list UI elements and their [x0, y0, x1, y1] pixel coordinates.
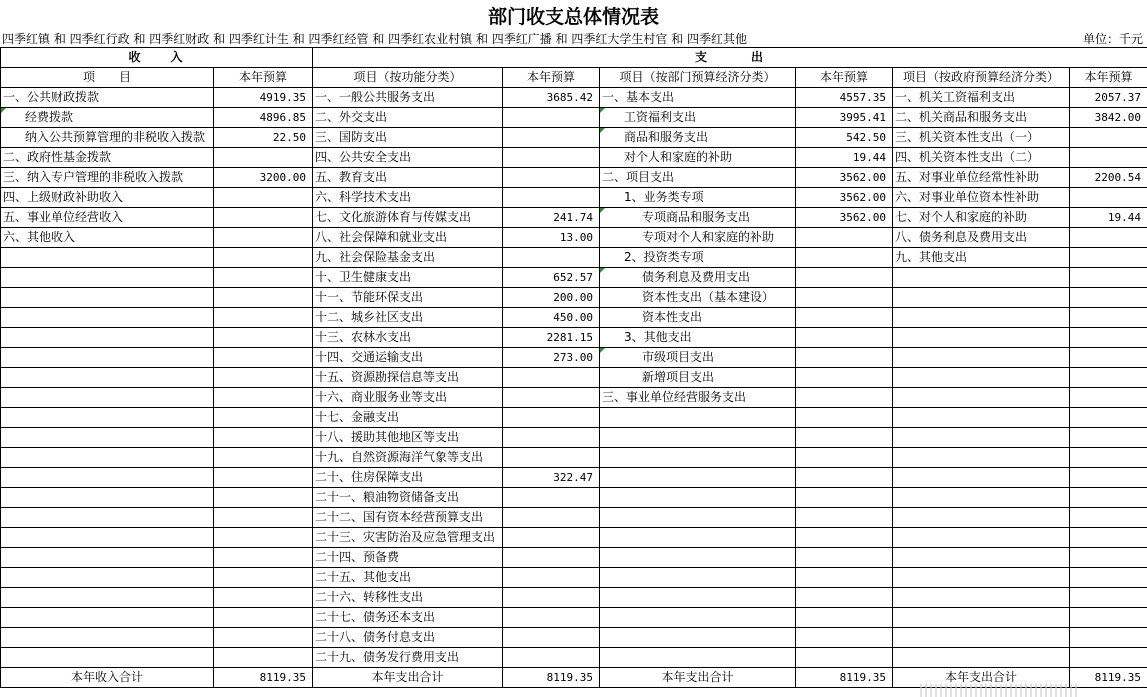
table-row — [1, 488, 1147, 508]
income-amount — [214, 488, 313, 508]
table-row — [1, 108, 1147, 128]
income-item — [1, 448, 214, 468]
income-amount — [214, 348, 313, 368]
gov-econ-item — [893, 588, 1070, 608]
income-item: 一、公共财政拨款 — [1, 88, 214, 108]
income-amount: 22.50 — [214, 128, 313, 148]
dept-econ-amount: 3995.41 — [796, 108, 893, 128]
function-amount: 3685.42 — [503, 88, 600, 108]
gov-econ-item: 八、债务利息及费用支出 — [893, 228, 1070, 248]
column-header-row — [1, 68, 1147, 88]
budget-table — [0, 47, 1147, 688]
table-row — [1, 168, 1147, 188]
function-amount: 241.74 — [503, 208, 600, 228]
income-item — [1, 368, 214, 388]
dept-econ-amount — [796, 628, 893, 648]
gov-econ-item — [893, 528, 1070, 548]
income-amount — [214, 568, 313, 588]
dept-econ-item — [600, 468, 796, 488]
table-row — [1, 88, 1147, 108]
income-item — [1, 568, 214, 588]
income-item: 五、事业单位经营收入 — [1, 208, 214, 228]
gov-econ-item — [893, 328, 1070, 348]
gov-econ-item — [893, 348, 1070, 368]
gov-econ-item — [893, 468, 1070, 488]
dept-econ-amount: 542.50 — [796, 128, 893, 148]
income-amount — [214, 588, 313, 608]
function-amount — [503, 428, 600, 448]
gov-econ-item — [893, 628, 1070, 648]
table-row — [1, 568, 1147, 588]
total-amount: 8119.35 — [796, 668, 893, 688]
gov-econ-item: 四、机关资本性支出（二） — [893, 148, 1070, 168]
income-item — [1, 268, 214, 288]
income-amount: 4896.85 — [214, 108, 313, 128]
gov-econ-item — [893, 288, 1070, 308]
table-row — [1, 188, 1147, 208]
income-item: 经费拨款 — [1, 108, 214, 128]
income-item — [1, 348, 214, 368]
dept-econ-item: 3、其他支出 — [600, 328, 796, 348]
table-row — [1, 408, 1147, 428]
income-amount — [214, 648, 313, 668]
income-amount: 4919.35 — [214, 88, 313, 108]
dept-econ-amount — [796, 448, 893, 468]
income-item — [1, 308, 214, 328]
function-amount — [503, 488, 600, 508]
function-amount — [503, 448, 600, 468]
income-amount — [214, 628, 313, 648]
function-amount — [503, 128, 600, 148]
dept-econ-amount — [796, 588, 893, 608]
function-item: 十一、节能环保支出 — [313, 288, 503, 308]
table-row — [1, 128, 1147, 148]
dept-econ-amount — [796, 388, 893, 408]
table-row — [1, 468, 1147, 488]
income-item — [1, 548, 214, 568]
subtitle-row — [0, 31, 1147, 47]
function-item: 二十六、转移性支出 — [313, 588, 503, 608]
gov-econ-item — [893, 368, 1070, 388]
dept-econ-amount — [796, 328, 893, 348]
gov-econ-amount — [1070, 628, 1147, 648]
function-amount — [503, 248, 600, 268]
dept-econ-item — [600, 648, 796, 668]
expense-section-header: 支 出 — [313, 48, 1147, 68]
function-item: 一、一般公共服务支出 — [313, 88, 503, 108]
function-amount — [503, 568, 600, 588]
function-item: 五、教育支出 — [313, 168, 503, 188]
table-row — [1, 608, 1147, 628]
gov-econ-item — [893, 428, 1070, 448]
function-item: 二十一、粮油物资储备支出 — [313, 488, 503, 508]
total-label: 本年支出合计 — [600, 668, 796, 688]
total-amount: 8119.35 — [1070, 668, 1147, 688]
table-row — [1, 348, 1147, 368]
function-item: 二十八、债务付息支出 — [313, 628, 503, 648]
function-item: 四、公共安全支出 — [313, 148, 503, 168]
gov-econ-item — [893, 488, 1070, 508]
dept-econ-item: 资本性支出（基本建设） — [600, 288, 796, 308]
dept-econ-item: 市级项目支出 — [600, 348, 796, 368]
dept-econ-amount — [796, 348, 893, 368]
page-title: 部门收支总体情况表 — [487, 6, 659, 28]
table-row — [1, 628, 1147, 648]
function-amount — [503, 168, 600, 188]
income-item — [1, 628, 214, 648]
gov-econ-amount — [1070, 348, 1147, 368]
dept-econ-amount — [796, 608, 893, 628]
dept-econ-item: 一、基本支出 — [600, 88, 796, 108]
gov-econ-amount — [1070, 268, 1147, 288]
dept-econ-item — [600, 488, 796, 508]
dept-econ-item: 工资福利支出 — [600, 108, 796, 128]
gov-econ-amount: 2200.54 — [1070, 168, 1147, 188]
gov-econ-item: 三、机关资本性支出（一） — [893, 128, 1070, 148]
gov-econ-amount — [1070, 508, 1147, 528]
function-amount — [503, 588, 600, 608]
dept-econ-item: 新增项目支出 — [600, 368, 796, 388]
department-list: 四季红镇 和 四季红行政 和 四季红财政 和 四季红计生 和 四季红经管 和 四季红农业村镇 和 四季红广播 和 四季红大学生村官 和 四季红其他 — [2, 32, 748, 46]
income-item — [1, 248, 214, 268]
column-header: 本年预算 — [1070, 68, 1147, 88]
income-amount — [214, 188, 313, 208]
table-row — [1, 368, 1147, 388]
table-row — [1, 308, 1147, 328]
income-amount — [214, 448, 313, 468]
income-item: 二、政府性基金拨款 — [1, 148, 214, 168]
function-amount — [503, 148, 600, 168]
function-amount: 13.00 — [503, 228, 600, 248]
gov-econ-item — [893, 388, 1070, 408]
gov-econ-item: 九、其他支出 — [893, 248, 1070, 268]
table-row — [1, 208, 1147, 228]
gov-econ-item — [893, 568, 1070, 588]
function-amount — [503, 368, 600, 388]
function-item: 十三、农林水支出 — [313, 328, 503, 348]
income-item: 四、上级财政补助收入 — [1, 188, 214, 208]
dept-econ-item — [600, 448, 796, 468]
dept-econ-amount — [796, 268, 893, 288]
income-item: 三、纳入专户管理的非税收入拨款 — [1, 168, 214, 188]
table-row — [1, 148, 1147, 168]
gov-econ-amount — [1070, 588, 1147, 608]
function-amount: 200.00 — [503, 288, 600, 308]
function-amount — [503, 388, 600, 408]
income-amount — [214, 228, 313, 248]
gov-econ-amount — [1070, 568, 1147, 588]
function-item: 十六、商业服务业等支出 — [313, 388, 503, 408]
column-header: 项目（按功能分类） — [313, 68, 503, 88]
function-item: 二十二、国有资本经营预算支出 — [313, 508, 503, 528]
function-item: 二十五、其他支出 — [313, 568, 503, 588]
table-row — [1, 268, 1147, 288]
dept-econ-item: 商品和服务支出 — [600, 128, 796, 148]
function-amount: 450.00 — [503, 308, 600, 328]
gov-econ-item: 一、机关工资福利支出 — [893, 88, 1070, 108]
income-amount — [214, 328, 313, 348]
dept-econ-item — [600, 408, 796, 428]
dept-econ-item: 1、业务类专项 — [600, 188, 796, 208]
section-row — [1, 48, 1147, 68]
column-header: 本年预算 — [796, 68, 893, 88]
gov-econ-amount — [1070, 148, 1147, 168]
gov-econ-amount — [1070, 648, 1147, 668]
dept-econ-amount — [796, 428, 893, 448]
gov-econ-amount — [1070, 528, 1147, 548]
income-amount — [214, 508, 313, 528]
table-row — [1, 548, 1147, 568]
income-amount — [214, 408, 313, 428]
function-item: 二、外交支出 — [313, 108, 503, 128]
income-amount — [214, 428, 313, 448]
dept-econ-amount: 4557.35 — [796, 88, 893, 108]
dept-econ-amount — [796, 548, 893, 568]
function-item: 十四、交通运输支出 — [313, 348, 503, 368]
function-amount — [503, 188, 600, 208]
function-item: 十九、自然资源海洋气象等支出 — [313, 448, 503, 468]
gov-econ-amount — [1070, 188, 1147, 208]
gov-econ-amount: 3842.00 — [1070, 108, 1147, 128]
function-amount — [503, 648, 600, 668]
dept-econ-item — [600, 608, 796, 628]
gov-econ-amount — [1070, 368, 1147, 388]
function-item: 七、文化旅游体育与传媒支出 — [313, 208, 503, 228]
gov-econ-amount — [1070, 128, 1147, 148]
gov-econ-amount — [1070, 408, 1147, 428]
table-row — [1, 588, 1147, 608]
dept-econ-item — [600, 528, 796, 548]
total-label: 本年支出合计 — [313, 668, 503, 688]
dept-econ-item — [600, 548, 796, 568]
income-amount — [214, 308, 313, 328]
dept-econ-item: 专项商品和服务支出 — [600, 208, 796, 228]
function-item: 九、社会保险基金支出 — [313, 248, 503, 268]
total-label: 本年支出合计 — [893, 668, 1070, 688]
gov-econ-item — [893, 508, 1070, 528]
function-amount — [503, 408, 600, 428]
dept-econ-amount: 3562.00 — [796, 208, 893, 228]
dept-econ-item: 资本性支出 — [600, 308, 796, 328]
gov-econ-item — [893, 448, 1070, 468]
dept-econ-amount: 3562.00 — [796, 188, 893, 208]
column-header: 项目（按政府预算经济分类） — [893, 68, 1070, 88]
table-row — [1, 288, 1147, 308]
income-item — [1, 388, 214, 408]
table-row — [1, 248, 1147, 268]
dept-econ-amount — [796, 568, 893, 588]
income-amount — [214, 288, 313, 308]
gov-econ-amount — [1070, 248, 1147, 268]
table-row — [1, 388, 1147, 408]
income-amount — [214, 208, 313, 228]
table-row — [1, 228, 1147, 248]
unit-label: 单位：千元 — [1082, 32, 1143, 46]
gov-econ-item — [893, 308, 1070, 328]
income-amount — [214, 608, 313, 628]
income-item — [1, 608, 214, 628]
income-item — [1, 468, 214, 488]
income-item — [1, 528, 214, 548]
dept-econ-amount — [796, 288, 893, 308]
income-item — [1, 648, 214, 668]
dept-econ-amount — [796, 528, 893, 548]
income-item: 六、其他收入 — [1, 228, 214, 248]
gov-econ-amount — [1070, 288, 1147, 308]
income-amount — [214, 388, 313, 408]
function-amount — [503, 508, 600, 528]
table-row — [1, 428, 1147, 448]
function-amount — [503, 108, 600, 128]
income-amount — [214, 548, 313, 568]
dept-econ-item: 对个人和家庭的补助 — [600, 148, 796, 168]
gov-econ-item — [893, 548, 1070, 568]
dept-econ-amount — [796, 508, 893, 528]
gov-econ-amount — [1070, 448, 1147, 468]
scan-noise — [920, 684, 1080, 697]
gov-econ-amount — [1070, 428, 1147, 448]
gov-econ-amount — [1070, 228, 1147, 248]
table-row — [1, 508, 1147, 528]
dept-econ-amount — [796, 488, 893, 508]
income-item — [1, 428, 214, 448]
income-amount — [214, 268, 313, 288]
dept-econ-amount — [796, 468, 893, 488]
column-header: 本年预算 — [214, 68, 313, 88]
gov-econ-amount: 19.44 — [1070, 208, 1147, 228]
column-header: 项目（按部门预算经济分类） — [600, 68, 796, 88]
gov-econ-amount — [1070, 308, 1147, 328]
gov-econ-item: 二、机关商品和服务支出 — [893, 108, 1070, 128]
income-amount — [214, 148, 313, 168]
dept-econ-item — [600, 588, 796, 608]
gov-econ-amount — [1070, 488, 1147, 508]
income-amount — [214, 248, 313, 268]
income-item: 纳入公共预算管理的非税收入拨款 — [1, 128, 214, 148]
gov-econ-item — [893, 648, 1070, 668]
function-item: 六、科学技术支出 — [313, 188, 503, 208]
dept-econ-item: 三、事业单位经营服务支出 — [600, 388, 796, 408]
dept-econ-amount — [796, 648, 893, 668]
gov-econ-item — [893, 608, 1070, 628]
function-amount — [503, 548, 600, 568]
dept-econ-item — [600, 568, 796, 588]
table-row — [1, 648, 1147, 668]
gov-econ-amount — [1070, 328, 1147, 348]
function-item: 十、卫生健康支出 — [313, 268, 503, 288]
income-section-header: 收 入 — [1, 48, 313, 68]
gov-econ-item: 七、对个人和家庭的补助 — [893, 208, 1070, 228]
column-header: 项 目 — [1, 68, 214, 88]
dept-econ-item: 二、项目支出 — [600, 168, 796, 188]
function-item: 八、社会保障和就业支出 — [313, 228, 503, 248]
gov-econ-amount — [1070, 608, 1147, 628]
table-row — [1, 448, 1147, 468]
income-item — [1, 488, 214, 508]
table-row — [1, 528, 1147, 548]
dept-econ-item: 2、投资类专项 — [600, 248, 796, 268]
dept-econ-amount — [796, 308, 893, 328]
gov-econ-item: 五、对事业单位经常性补助 — [893, 168, 1070, 188]
function-item: 二十四、预备费 — [313, 548, 503, 568]
gov-econ-item — [893, 408, 1070, 428]
income-item — [1, 328, 214, 348]
income-item — [1, 288, 214, 308]
function-amount: 652.57 — [503, 268, 600, 288]
income-amount — [214, 528, 313, 548]
income-item — [1, 408, 214, 428]
dept-econ-amount: 3562.00 — [796, 168, 893, 188]
function-amount: 322.47 — [503, 468, 600, 488]
gov-econ-amount — [1070, 548, 1147, 568]
total-label: 本年收入合计 — [1, 668, 214, 688]
income-amount: 3200.00 — [214, 168, 313, 188]
function-amount — [503, 608, 600, 628]
dept-econ-amount — [796, 408, 893, 428]
function-amount: 2281.15 — [503, 328, 600, 348]
gov-econ-item: 六、对事业单位资本性补助 — [893, 188, 1070, 208]
dept-econ-item — [600, 508, 796, 528]
income-amount — [214, 468, 313, 488]
dept-econ-item: 专项对个人和家庭的补助 — [600, 228, 796, 248]
gov-econ-amount: 2057.37 — [1070, 88, 1147, 108]
function-item: 十五、资源勘探信息等支出 — [313, 368, 503, 388]
total-amount: 8119.35 — [503, 668, 600, 688]
dept-econ-amount — [796, 248, 893, 268]
function-item: 十七、金融支出 — [313, 408, 503, 428]
column-header: 本年预算 — [503, 68, 600, 88]
gov-econ-amount — [1070, 468, 1147, 488]
dept-econ-item — [600, 628, 796, 648]
dept-econ-amount — [796, 228, 893, 248]
function-amount — [503, 528, 600, 548]
dept-econ-amount: 19.44 — [796, 148, 893, 168]
income-item — [1, 508, 214, 528]
income-amount — [214, 368, 313, 388]
function-item: 二十三、灾害防治及应急管理支出 — [313, 528, 503, 548]
dept-econ-item — [600, 428, 796, 448]
gov-econ-item — [893, 268, 1070, 288]
function-item: 十二、城乡社区支出 — [313, 308, 503, 328]
function-item: 二十七、债务还本支出 — [313, 608, 503, 628]
function-item: 二十、住房保障支出 — [313, 468, 503, 488]
function-item: 十八、援助其他地区等支出 — [313, 428, 503, 448]
dept-econ-amount — [796, 368, 893, 388]
function-amount: 273.00 — [503, 348, 600, 368]
function-amount — [503, 628, 600, 648]
dept-econ-item: 债务利息及费用支出 — [600, 268, 796, 288]
total-amount: 8119.35 — [214, 668, 313, 688]
table-row — [1, 328, 1147, 348]
gov-econ-amount — [1070, 388, 1147, 408]
function-item: 三、国防支出 — [313, 128, 503, 148]
income-item — [1, 588, 214, 608]
function-item: 二十九、债务发行费用支出 — [313, 648, 503, 668]
